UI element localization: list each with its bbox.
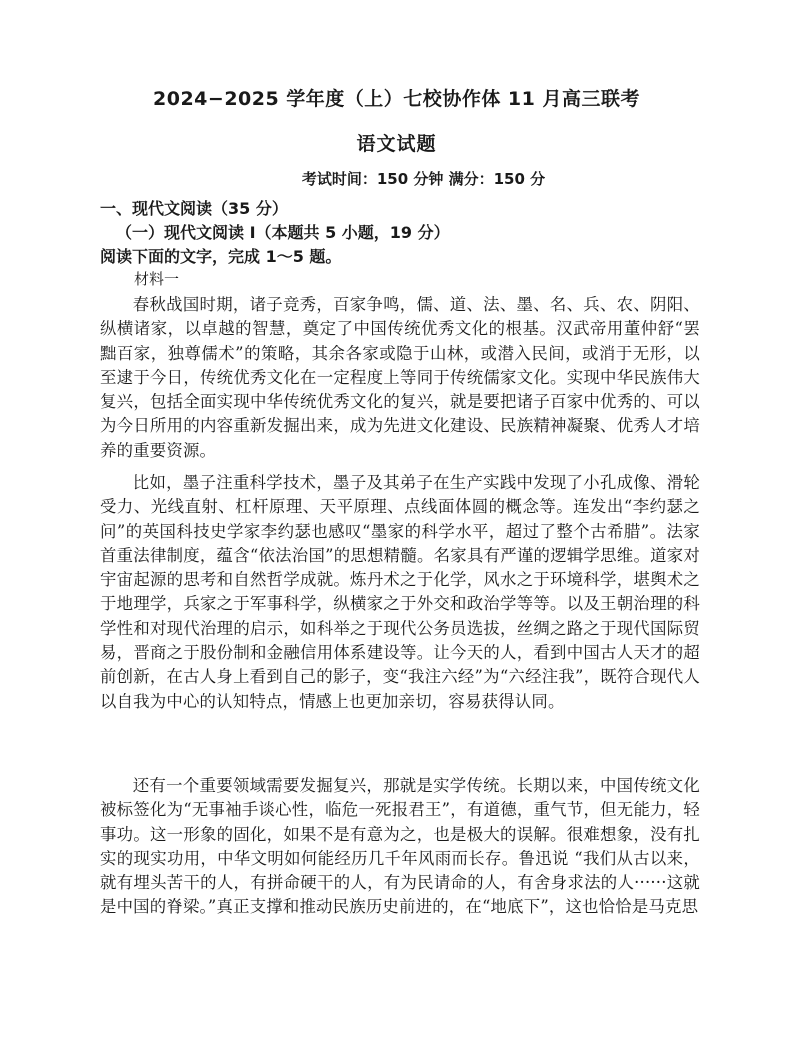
paragraph-3: 还有一个重要领域需要发掘复兴，那就是实学传统。长期以来，中国传统文化被标签化为“无事袖手谈心性，临危一死报君王”，有道德，重气节，但无能力，轻事功。这一形象的固化，如果不是有意为之，也是极大的误解。很难想象，没有扎实的现实功用，中华文明如何能经历几千年风雨而长存。鲁迅说 “我们从古以来，就有埋头苦干的人，有拼命硬干的人，有为民请命的人，有舍身求法的人······这就是中国的脊梁。”真正支撑和推动民族历史前进的，在“地底下”，这也恰恰是马克思 xyxy=(100,776,700,917)
section-heading: 一、现代文阅读（35 分） xyxy=(100,199,288,218)
exam-subject: 语文试题 xyxy=(356,133,437,155)
paragraph-1: 春秋战国时期，诸子竞秀，百家争鸣，儒、道、法、墨、名、兵、农、阴阳、纵横诸家，以卓越的智慧，奠定了中国传统优秀文化的根基。汉武帝用董仲舒“罢黜百家，独尊儒术”的策略，其余各家或隐于山林，或潜入民间，或消于无形，以至逮于今日，传统优秀文化在一定程度上等同于传统儒家文化。实现中华民族伟大复兴，包括全面实现中华传统优秀文化的复兴，就是要把诸子百家中优秀的、可以为今日所用的内容重新发掘出来，成为先进文化建设、民族精神凝聚、优秀人才培养的重要资源。 xyxy=(100,295,700,460)
material-label: 材料一 xyxy=(134,270,180,288)
exam-title: 2024−2025 学年度（上）七校协作体 11 月高三联考 xyxy=(153,88,640,110)
section-subheading: （一）现代文阅读 I（本题共 5 小题，19 分） xyxy=(116,223,450,242)
reading-instruction: 阅读下面的文字，完成 1～5 题。 xyxy=(100,247,342,266)
paragraph-2: 比如，墨子注重科学技术，墨子及其弟子在生产实践中发现了小孔成像、滑轮受力、光线直射、杠杆原理、天平原理、点线面体圆的概念等。连发出“李约瑟之问”的英国科技史学家李约瑟也感叹“墨家的科学水平，超过了整个古希腊”。法家首重法律制度，蕴含“依法治国”的思想精髓。名家具有严谨的逻辑学思维。道家对宇宙起源的思考和自然哲学成就。炼丹术之于化学，风水之于环境科学，堪舆术之于地理学，兵家之于军事科学，纵横家之于外交和政治学等等。以及王朝治理的科学性和对现代治理的启示，如科举之于现代公务员选拔，丝绸之路之于现代国际贸易，晋商之于股份制和金融信用体系建设等。让今天的人，看到中国古人天才的超前创新，在古人身上看到自己的影子，变“我注六经”为“六经注我”，既符合现代人以自我为中心的认知特点，情感上也更加亲切，容易获得认同。 xyxy=(100,473,700,711)
exam-info: 考试时间：150 分钟 满分：150 分 xyxy=(301,170,546,188)
